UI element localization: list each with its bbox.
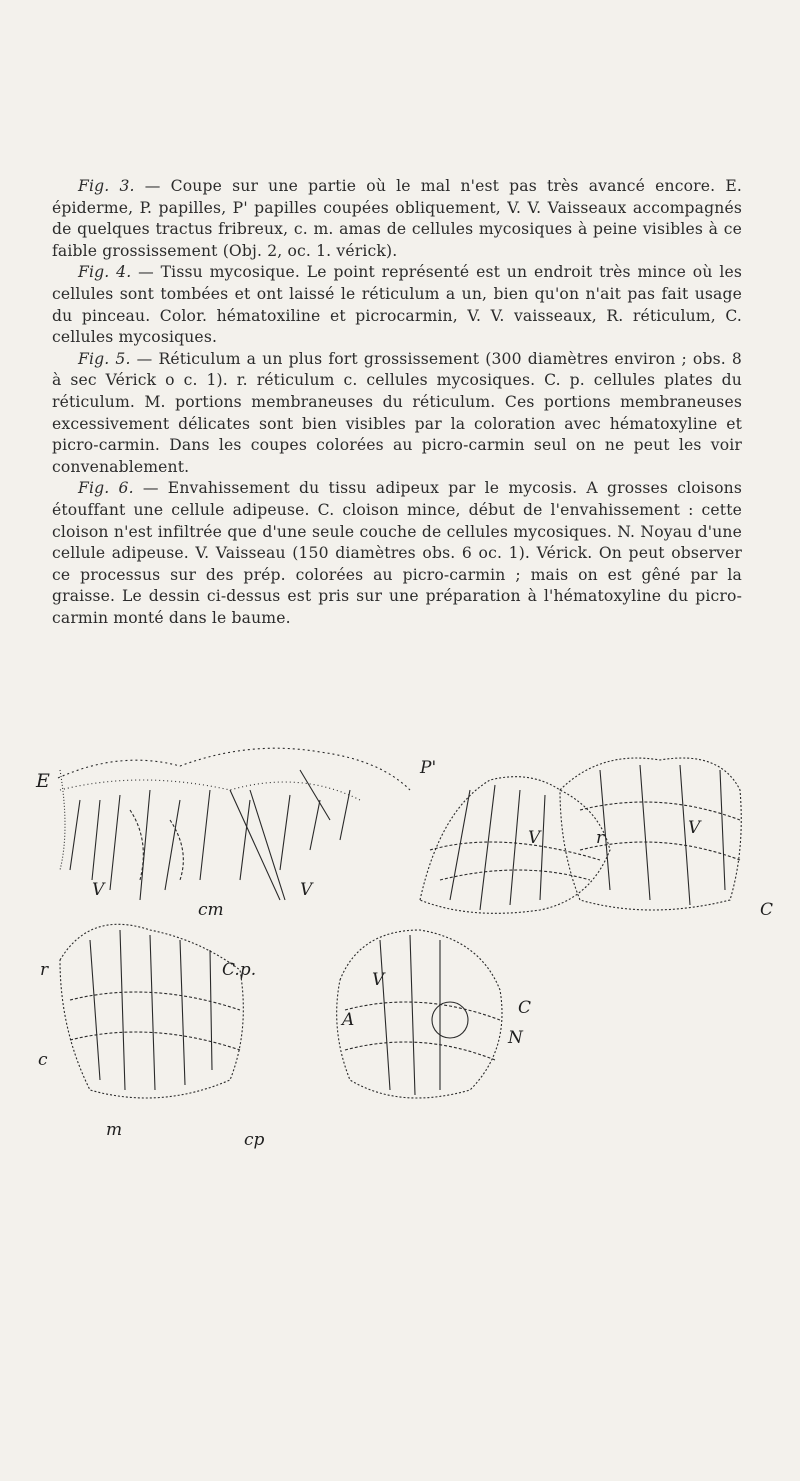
- caption-text: — Envahissement du tissu adipeux par le mycosis. A grosses cloisons étouffant une cellule adipeuse. C. cloison mince, début de l'envahissement : cette cloison n'est infiltrée que d'une seule couche de cellules mycosiques. N. Noyau d'une cellule adipeuse. V. Vaisseau (150 diamètres obs. 6 oc. 1). Vérick. On peut observer ce processus sur des prép. colorées au picro-carmin ; mais on est gêné par la graisse. Le dessin ci-dessus est pris sur une préparation à l'hématoxyline du picro-carmin monté dans le baume.: [52, 479, 742, 627]
- fig-label: Fig. 3.: [78, 177, 135, 195]
- caption-fig4: [52, 262, 742, 348]
- caption-block: [52, 176, 742, 629]
- fig3-drawing: [58, 748, 410, 900]
- label-P-prime: P': [420, 758, 437, 778]
- caption-fig6: [52, 478, 742, 629]
- caption-text: — Réticulum a un plus fort grossissement (300 diamètres environ ; obs. 8 à sec Vérick o c. 1). r. réticulum c. cellules mycosiques. C. p. cellules plates du réticulum. M. portions membraneuses du réticulum. Ces portions membraneuses excessivement délicates sont bien visibles par la coloration avec hématoxyline et picro-carmin. Dans les coupes colorées au picro-carmin seul on ne peut les voir convenablement.: [52, 349, 742, 476]
- label-fig6-N: N: [508, 1028, 523, 1048]
- fig4-drawing: [420, 777, 610, 914]
- label-fig4-V2: V: [688, 818, 701, 838]
- fig6a-drawing: [60, 924, 243, 1098]
- fig5-drawing: [560, 758, 741, 910]
- label-E: E: [36, 770, 50, 792]
- label-fig6-V: V: [372, 970, 385, 990]
- caption-text: — Tissu mycosique. Le point représenté est un endroit très mince où les cellules sont tombées et ont laissé le réticulum a un, bien qu'on n'ait pas fait usage du pinceau. Color. hématoxiline et picrocarmin, V. V. vaisseaux, R. réticulum, C. cellules mycosiques.: [52, 263, 742, 347]
- caption-fig5: [52, 349, 742, 479]
- caption-fig3: [52, 176, 742, 262]
- label-fig4-r: r: [596, 828, 605, 848]
- label-fig4-C: C: [760, 900, 774, 920]
- plates-area: [0, 730, 800, 1370]
- label-fig5-m: m: [106, 1120, 123, 1140]
- histology-drawings: [0, 730, 800, 1370]
- label-fig5-cp: cp: [244, 1130, 265, 1150]
- label-fig5-Cp: C.p.: [222, 960, 257, 980]
- fig-label: Fig. 5.: [78, 349, 131, 368]
- label-fig5-c: c: [38, 1050, 48, 1070]
- fig-label: Fig. 6.: [78, 479, 134, 498]
- label-V-left: V: [92, 880, 105, 900]
- label-fig6-A: A: [342, 1010, 355, 1030]
- label-V-right: V: [300, 880, 313, 900]
- caption-text: — Coupe sur une partie où le mal n'est pas très avancé encore. E. épiderme, P. papilles, P' papilles coupées obliquement, V. V. Vaisseaux accompagnés de quelques tractus fribreux, c. m. amas de cellules mycosiques à peine visibles à ce faible grossissement (Obj. 2, oc. 1. vérick).: [52, 177, 742, 260]
- fig6b-drawing: [337, 930, 502, 1098]
- fig-label: Fig. 4.: [78, 263, 132, 282]
- label-fig6-C: C: [518, 998, 532, 1018]
- label-cm: cm: [198, 900, 224, 920]
- label-fig4-V: V: [528, 828, 541, 848]
- label-fig5-r: r: [40, 960, 49, 980]
